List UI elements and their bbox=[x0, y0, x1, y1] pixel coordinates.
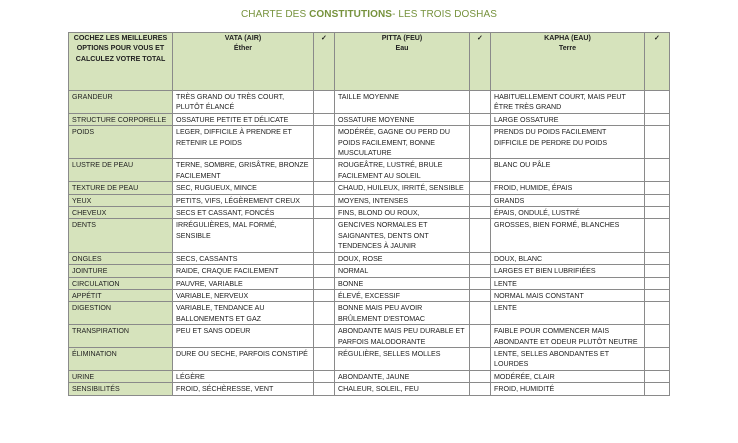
vata-cell: SECS, CASSANTS bbox=[173, 252, 314, 264]
kapha-cell: MODÉRÉE, CLAIR bbox=[491, 370, 645, 382]
trait-label: CHEVEUX bbox=[69, 207, 173, 219]
kapha-cell: FROID, HUMIDITÉ bbox=[491, 383, 645, 395]
vata-checkbox-cell[interactable] bbox=[314, 302, 335, 325]
kapha-cell: LARGES ET BIEN LUBRIFIÉES bbox=[491, 265, 645, 277]
vata-checkbox-cell[interactable] bbox=[314, 113, 335, 125]
table-row bbox=[69, 302, 670, 325]
vata-cell: SEC, RUGUEUX, MINCE bbox=[173, 182, 314, 194]
trait-label: DIGESTION bbox=[69, 302, 173, 325]
pitta-cell: MODÉRÉE, GAGNE OU PERD DU POIDS FACILEMENT, BONNE MUSCULATURE bbox=[335, 126, 470, 159]
check-icon: ✓ bbox=[477, 34, 483, 42]
kapha-checkbox-cell[interactable] bbox=[645, 126, 670, 159]
pitta-cell: NORMAL bbox=[335, 265, 470, 277]
instructions-header: COCHEZ LES MEILLEURES OPTIONS POUR VOUS ET CALCULEZ VOTRE TOTAL bbox=[69, 33, 173, 91]
vata-cell: RAIDE, CRAQUE FACILEMENT bbox=[173, 265, 314, 277]
kapha-checkbox-cell[interactable] bbox=[645, 252, 670, 264]
vata-checkbox-cell[interactable] bbox=[314, 219, 335, 252]
vata-checkbox-cell[interactable] bbox=[314, 91, 335, 114]
pitta-cell: TAILLE MOYENNE bbox=[335, 91, 470, 114]
trait-label: STRUCTURE CORPORELLE bbox=[69, 113, 173, 125]
kapha-checkbox-cell[interactable] bbox=[645, 302, 670, 325]
pitta-name: PITTA (FEU) bbox=[381, 34, 423, 42]
table-row bbox=[69, 325, 670, 348]
vata-checkbox-cell[interactable] bbox=[314, 182, 335, 194]
vata-cell: DURE OU SECHE, PARFOIS CONSTIPÉ bbox=[173, 347, 314, 370]
vata-cell: PEU ET SANS ODEUR bbox=[173, 325, 314, 348]
pitta-cell: RÉGULIÈRE, SELLES MOLLES bbox=[335, 347, 470, 370]
pitta-checkbox-cell[interactable] bbox=[470, 277, 491, 289]
vata-cell: VARIABLE, NERVEUX bbox=[173, 289, 314, 301]
vata-cell: PAUVRE, VARIABLE bbox=[173, 277, 314, 289]
title-bold: CONSTITUTIONS bbox=[309, 9, 393, 20]
pitta-cell: BONNE MAIS PEU AVOIR BRÛLEMENT D'ESTOMAC bbox=[335, 302, 470, 325]
trait-label: URINE bbox=[69, 370, 173, 382]
kapha-cell: LENTE bbox=[491, 302, 645, 325]
pitta-cell: MOYENS, INTENSES bbox=[335, 194, 470, 206]
kapha-cell: NORMAL MAIS CONSTANT bbox=[491, 289, 645, 301]
kapha-cell: LENTE bbox=[491, 277, 645, 289]
pitta-cell: ÉLEVÉ, EXCESSIF bbox=[335, 289, 470, 301]
trait-label: TEXTURE DE PEAU bbox=[69, 182, 173, 194]
vata-checkbox-cell[interactable] bbox=[314, 207, 335, 219]
pitta-checkbox-cell[interactable] bbox=[470, 182, 491, 194]
trait-label: LUSTRE DE PEAU bbox=[69, 159, 173, 182]
pitta-checkbox-cell[interactable] bbox=[470, 265, 491, 277]
pitta-checkbox-cell[interactable] bbox=[470, 370, 491, 382]
table-row bbox=[69, 207, 670, 219]
kapha-checkbox-cell[interactable] bbox=[645, 383, 670, 395]
trait-label: ÉLIMINATION bbox=[69, 347, 173, 370]
kapha-cell: GRANDS bbox=[491, 194, 645, 206]
kapha-checkbox-cell[interactable] bbox=[645, 277, 670, 289]
table-row bbox=[69, 277, 670, 289]
kapha-cell: PRENDS DU POIDS FACILEMENT DIFFICILE DE PERDRE DU POIDS bbox=[491, 126, 645, 159]
kapha-check-header bbox=[645, 33, 670, 91]
check-icon: ✓ bbox=[321, 34, 327, 42]
table-row bbox=[69, 159, 670, 182]
vata-check-header bbox=[314, 33, 335, 91]
check-icon: ✓ bbox=[654, 34, 660, 42]
table-row bbox=[69, 289, 670, 301]
pitta-cell: BONNE bbox=[335, 277, 470, 289]
pitta-header bbox=[335, 33, 470, 91]
kapha-cell: FROID, HUMIDE, ÉPAIS bbox=[491, 182, 645, 194]
kapha-checkbox-cell[interactable] bbox=[645, 207, 670, 219]
chart-body bbox=[69, 91, 670, 396]
trait-label: DENTS bbox=[69, 219, 173, 252]
trait-label: JOINTURE bbox=[69, 265, 173, 277]
trait-label: CIRCULATION bbox=[69, 277, 173, 289]
table-row bbox=[69, 347, 670, 370]
vata-checkbox-cell[interactable] bbox=[314, 194, 335, 206]
vata-checkbox-cell[interactable] bbox=[314, 265, 335, 277]
kapha-checkbox-cell[interactable] bbox=[645, 182, 670, 194]
table-row bbox=[69, 182, 670, 194]
kapha-checkbox-cell[interactable] bbox=[645, 194, 670, 206]
table-row bbox=[69, 219, 670, 252]
table-row bbox=[69, 370, 670, 382]
kapha-cell: HABITUELLEMENT COURT, MAIS PEUT ÊTRE TRÈS GRAND bbox=[491, 91, 645, 114]
kapha-checkbox-cell[interactable] bbox=[645, 347, 670, 370]
kapha-cell: FAIBLE POUR COMMENCER MAIS ABONDANTE ET ODEUR PLUTÔT NEUTRE bbox=[491, 325, 645, 348]
pitta-cell: GENCIVES NORMALES ET SAIGNANTES, DENTS ONT TENDENCES À JAUNIR bbox=[335, 219, 470, 252]
pitta-checkbox-cell[interactable] bbox=[470, 289, 491, 301]
vata-checkbox-cell[interactable] bbox=[314, 325, 335, 348]
vata-cell: LÉGÈRE bbox=[173, 370, 314, 382]
pitta-cell: CHALEUR, SOLEIL, FEU bbox=[335, 383, 470, 395]
table-row bbox=[69, 383, 670, 395]
vata-cell: TERNE, SOMBRE, GRISÂTRE, BRONZE FACILEMENT bbox=[173, 159, 314, 182]
vata-cell: PETITS, VIFS, LÉGÈREMENT CREUX bbox=[173, 194, 314, 206]
vata-cell: IRRÉGULIÈRES, MAL FORMÉ, SENSIBLE bbox=[173, 219, 314, 252]
kapha-cell: DOUX, BLANC bbox=[491, 252, 645, 264]
table-row bbox=[69, 91, 670, 114]
pitta-checkbox-cell[interactable] bbox=[470, 252, 491, 264]
vata-checkbox-cell[interactable] bbox=[314, 370, 335, 382]
kapha-checkbox-cell[interactable] bbox=[645, 91, 670, 114]
pitta-checkbox-cell[interactable] bbox=[470, 126, 491, 159]
vata-element: Éther bbox=[233, 44, 253, 53]
table-row bbox=[69, 265, 670, 277]
kapha-checkbox-cell[interactable] bbox=[645, 113, 670, 125]
dosha-chart-table bbox=[68, 32, 670, 396]
vata-cell: VARIABLE, TENDANCE AU BALLONEMENTS ET GAZ bbox=[173, 302, 314, 325]
kapha-cell: LARGE OSSATURE bbox=[491, 113, 645, 125]
pitta-checkbox-cell[interactable] bbox=[470, 91, 491, 114]
pitta-checkbox-cell[interactable] bbox=[470, 159, 491, 182]
trait-label: TRANSPIRATION bbox=[69, 325, 173, 348]
table-row bbox=[69, 194, 670, 206]
vata-cell: SECS ET CASSANT, FONCÉS bbox=[173, 207, 314, 219]
vata-checkbox-cell[interactable] bbox=[314, 289, 335, 301]
trait-label: SENSIBILITÉS bbox=[69, 383, 173, 395]
pitta-element: Eau bbox=[395, 44, 409, 53]
table-row bbox=[69, 113, 670, 125]
vata-cell: LEGER, DIFFICILE À PRENDRE ET RETENIR LE POIDS bbox=[173, 126, 314, 159]
vata-checkbox-cell[interactable] bbox=[314, 347, 335, 370]
vata-cell: OSSATURE PETITE ET DÉLICATE bbox=[173, 113, 314, 125]
title-suffix: - LES TROIS DOSHAS bbox=[392, 9, 498, 20]
table-row bbox=[69, 126, 670, 159]
trait-label: YEUX bbox=[69, 194, 173, 206]
pitta-checkbox-cell[interactable] bbox=[470, 325, 491, 348]
pitta-cell: ABONDANTE MAIS PEU DURABLE ET PARFOIS MALODORANTE bbox=[335, 325, 470, 348]
pitta-checkbox-cell[interactable] bbox=[470, 207, 491, 219]
kapha-checkbox-cell[interactable] bbox=[645, 159, 670, 182]
kapha-checkbox-cell[interactable] bbox=[645, 325, 670, 348]
pitta-check-header bbox=[470, 33, 491, 91]
header-row bbox=[69, 33, 670, 91]
pitta-checkbox-cell[interactable] bbox=[470, 194, 491, 206]
trait-label: POIDS bbox=[69, 126, 173, 159]
vata-checkbox-cell[interactable] bbox=[314, 277, 335, 289]
vata-checkbox-cell[interactable] bbox=[314, 126, 335, 159]
vata-header bbox=[173, 33, 314, 91]
trait-label: ONGLES bbox=[69, 252, 173, 264]
kapha-cell: LENTE, SELLES ABONDANTES ET LOURDES bbox=[491, 347, 645, 370]
vata-name: VATA (AIR) bbox=[224, 34, 262, 42]
pitta-checkbox-cell[interactable] bbox=[470, 302, 491, 325]
kapha-cell: GROSSES, BIEN FORMÉ, BLANCHES bbox=[491, 219, 645, 252]
pitta-cell: ROUGEÂTRE, LUSTRÉ, BRULE FACILEMENT AU SOLEIL bbox=[335, 159, 470, 182]
vata-cell: FROID, SÉCHÈRESSE, VENT bbox=[173, 383, 314, 395]
chart-title bbox=[0, 9, 738, 20]
kapha-element: Terre bbox=[558, 44, 577, 53]
pitta-cell: ABONDANTE, JAUNE bbox=[335, 370, 470, 382]
vata-checkbox-cell[interactable] bbox=[314, 383, 335, 395]
pitta-cell: FINS, BLOND OU ROUX, bbox=[335, 207, 470, 219]
kapha-checkbox-cell[interactable] bbox=[645, 265, 670, 277]
title-prefix: CHARTE DES bbox=[240, 9, 310, 20]
pitta-checkbox-cell[interactable] bbox=[470, 383, 491, 395]
pitta-checkbox-cell[interactable] bbox=[470, 219, 491, 252]
kapha-name: KAPHA (EAU) bbox=[544, 34, 591, 42]
vata-cell: TRÈS GRAND OU TRÈS COURT, PLUTÔT ÉLANCÉ bbox=[173, 91, 314, 114]
table-row bbox=[69, 252, 670, 264]
kapha-cell: BLANC OU PÂLE bbox=[491, 159, 645, 182]
kapha-header bbox=[491, 33, 645, 91]
pitta-cell: DOUX, ROSE bbox=[335, 252, 470, 264]
kapha-checkbox-cell[interactable] bbox=[645, 289, 670, 301]
kapha-checkbox-cell[interactable] bbox=[645, 219, 670, 252]
vata-checkbox-cell[interactable] bbox=[314, 252, 335, 264]
pitta-cell: OSSATURE MOYENNE bbox=[335, 113, 470, 125]
kapha-cell: ÉPAIS, ONDULÉ, LUSTRÉ bbox=[491, 207, 645, 219]
vata-checkbox-cell[interactable] bbox=[314, 159, 335, 182]
trait-label: GRANDEUR bbox=[69, 91, 173, 114]
pitta-checkbox-cell[interactable] bbox=[470, 347, 491, 370]
pitta-checkbox-cell[interactable] bbox=[470, 113, 491, 125]
trait-label: APPÉTIT bbox=[69, 289, 173, 301]
kapha-checkbox-cell[interactable] bbox=[645, 370, 670, 382]
pitta-cell: CHAUD, HUILEUX, IRRITÉ, SENSIBLE bbox=[335, 182, 470, 194]
